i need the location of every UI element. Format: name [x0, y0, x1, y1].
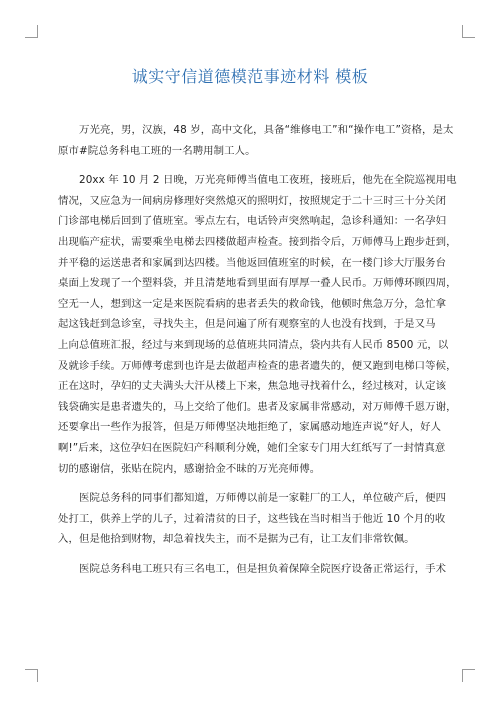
paragraph-line: 正在这时，孕妇的丈夫满头大汗从楼上下来，焦急地寻找着什么，经过核对，认定该	[58, 380, 447, 393]
paragraph-line: 上向总值班汇报，经过与来到现场的总值班共同清点，袋内共有人民币 8500 元，以	[58, 338, 449, 351]
paragraph-line: 啊!”后来，这位孕妇在医院妇产科顺利分娩，她们全家专门用大红纸写了一封情真意	[58, 441, 446, 454]
paragraph-intro	[58, 120, 454, 161]
paragraph-event	[58, 170, 457, 479]
paragraph-line: 医院总务科电工班只有三名电工，但是担负着保障全院医疗设备正常运行，手术	[79, 562, 447, 575]
paragraph-line: 情况，又应急为一间病房修理好突然熄灭的照明灯，按照规定于二十三时三十分关闭	[58, 194, 447, 207]
crop-mark-bottom-right	[462, 669, 475, 682]
paragraph-line: 处打工，供养上学的儿子，过着清贫的日子，这些钱在当时相当于他近 10 个月的收	[58, 512, 446, 525]
paragraph-line: 并平稳的运送患者和家属到达四楼。当他返回值班室的时候，在一楼门诊大厅服务台	[58, 256, 447, 269]
paragraph-line: 医院总务科的同事们都知道，万师傅以前是一家鞋厂的工人，单位破产后，便四	[79, 492, 447, 505]
paragraph-line: 出现临产症状，需要乘坐电梯去四楼做超声检查。接到指令后，万师傅马上跑步赶到，	[58, 235, 457, 248]
crop-mark-top-left	[25, 25, 38, 38]
paragraph-electrician-team	[58, 559, 450, 580]
paragraph-line: 门诊部电梯后回到了值班室。零点左右，电话铃声突然响起，急诊科通知：一名孕妇	[58, 215, 447, 228]
paragraph-line: 万光亮，男，汉族，48 岁，高中文化，具备“维修电工”和“操作电工”资格，是太	[79, 124, 454, 136]
document-title: 诚实守信道德模范事迹材料 模板	[131, 67, 369, 86]
paragraph-line: 钱袋确实是患者遗失的，马上交给了他们。患者及家属非常感动，对万师傅千恩万谢，	[58, 400, 457, 413]
paragraph-colleagues	[58, 488, 450, 550]
paragraph-line: 入，但是他拾到财物，却急着找失主，而不是据为己有，让工友们非常钦佩。	[58, 533, 415, 546]
paragraph-line: 原市#院总务科电工班的一名聘用制工人。	[58, 144, 256, 157]
paragraph-line: 桌面上发现了一个塑料袋，并且清楚地看到里面有厚厚一叠人民币。万师傅环顾四周，	[58, 277, 457, 290]
crop-mark-top-right	[462, 25, 475, 38]
paragraph-line: 切的感谢信，张贴在院内，感谢拾金不昧的万光亮师傅。	[58, 462, 321, 475]
document-body	[58, 120, 457, 588]
paragraph-line: 20xx 年 10 月 2 日晚，万光亮师傅当值电工夜班，接班后，他先在全院巡视用电	[79, 174, 457, 187]
paragraph-line: 起这钱赶到急诊室，寻找失主，但是问遍了所有观察室的人也没有找到，于是又马	[58, 318, 436, 331]
paragraph-line: 还要拿出一些作为报答，但是万师傅坚决地拒绝了，家属感动地连声说“好人，好人	[58, 421, 442, 434]
paragraph-line: 空无一人，想到这一定是来医院看病的患者丢失的救命钱，他顿时焦急万分，急忙拿	[58, 297, 447, 310]
crop-mark-bottom-left	[25, 669, 38, 682]
paragraph-line: 及就诊手续。万师傅考虑到也许是去做超声检查的患者遗失的，便又跑到电梯口等候，	[58, 359, 457, 372]
